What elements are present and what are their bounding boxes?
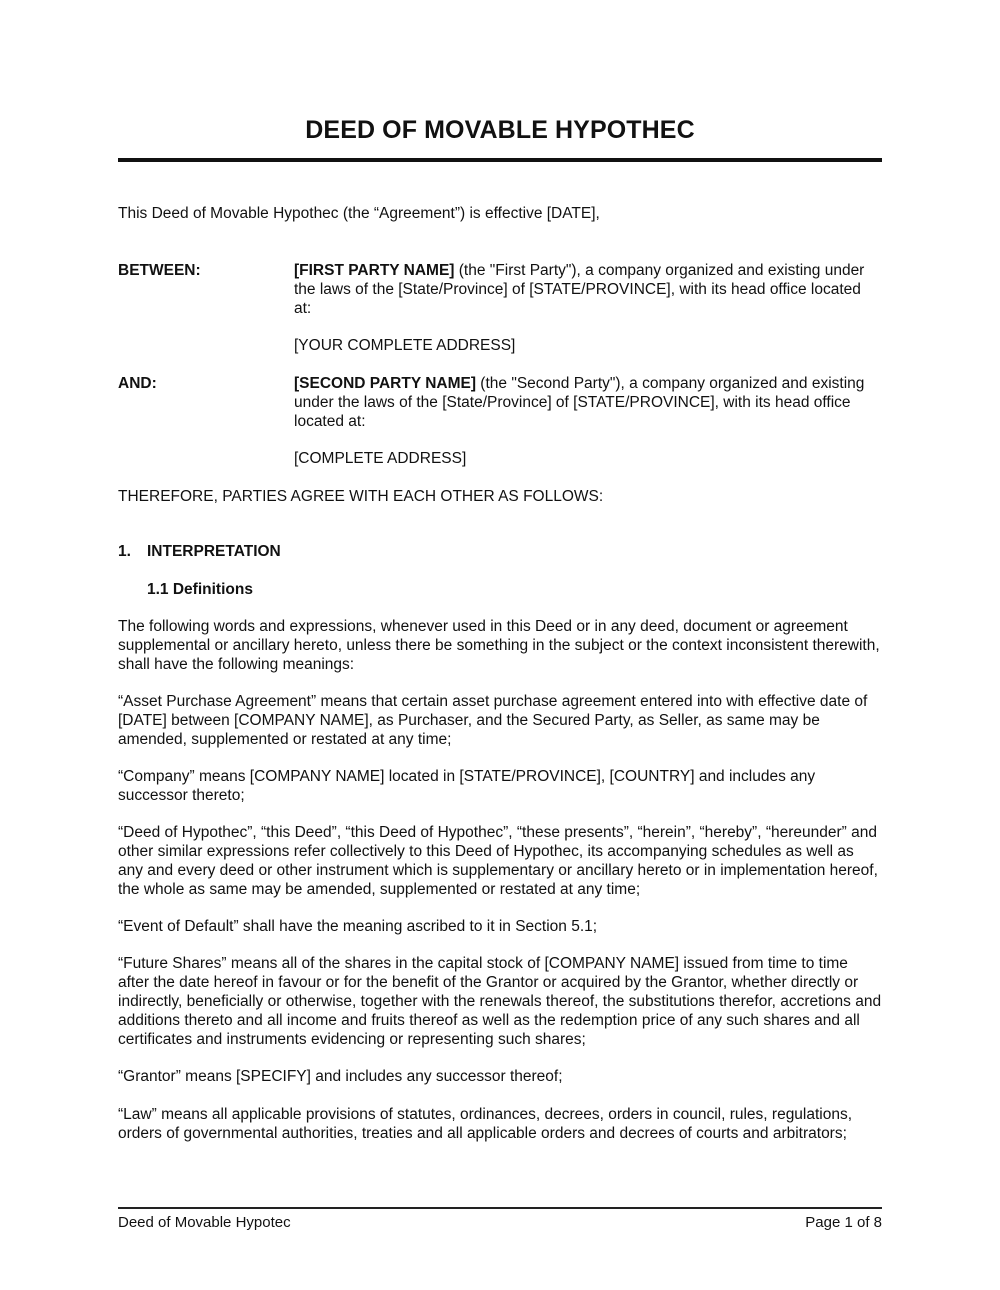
intro-paragraph: This Deed of Movable Hypothec (the “Agreement”) is effective [DATE], <box>118 205 600 222</box>
definition-asset-purchase-agreement: “Asset Purchase Agreement” means that certain asset purchase agreement entered into with effective date of [DATE] between [COMPANY NAME], as Purchaser, and the Secured Party, as Seller, as same may be amended, supplemented or restated at any time; <box>118 693 868 748</box>
party-label-and: AND: <box>118 375 157 392</box>
section-title: INTERPRETATION <box>147 543 281 560</box>
footer-document-name: Deed of Movable Hypotec <box>118 1214 291 1231</box>
footer-divider <box>118 1207 882 1209</box>
section-number: 1. <box>118 543 131 560</box>
footer-page-number: Page 1 of 8 <box>805 1214 882 1231</box>
first-party-description: [FIRST PARTY NAME] (the "First Party"), a company organized and existing under the laws of the [State/Province] of [STATE/PROVINCE], with its head office located at: <box>294 262 865 317</box>
definition-law: “Law” means all applicable provisions of statutes, ordinances, decrees, orders in council, rules, regulations, orders of governmental authorities, treaties and all applicable orders and decrees of courts and arbitrators; <box>118 1106 853 1142</box>
document-title: DEED OF MOVABLE HYPOTHEC <box>305 116 695 144</box>
definitions-intro: The following words and expressions, whenever used in this Deed or in any deed, document or agreement supplemental or ancillary hereto, unless there be something in the subject or the context inconsistent therewith, shall have the following meanings: <box>118 618 880 673</box>
party-label-between: BETWEEN: <box>118 262 201 279</box>
section-heading <box>118 542 281 561</box>
first-party-address: [YOUR COMPLETE ADDRESS] <box>294 337 516 354</box>
title-divider <box>118 158 882 162</box>
second-party-description: [SECOND PARTY NAME] (the "Second Party"), a company organized and existing under the laws of the [State/Province] of [STATE/PROVINCE], with its head office located at: <box>294 375 865 430</box>
definition-event-of-default: “Event of Default” shall have the meaning ascribed to it in Section 5.1; <box>118 918 598 935</box>
definition-future-shares: “Future Shares” means all of the shares in the capital stock of [COMPANY NAME] issued from time to time after the date hereof in favour or for the benefit of the Grantor or acquired by the Grantor, whether directly or indirectly, beneficially or otherwise, together with the renewals thereof, the substitutions therefor, accretions and additions thereto and all income and fruits thereof as well as the redemption price of any such shares and all certificates and instruments evidencing or representing such shares; <box>118 955 882 1048</box>
definition-deed-of-hypothec: “Deed of Hypothec”, “this Deed”, “this Deed of Hypothec”, “these presents”, “herein”, “hereby”, “hereunder” and other similar expressions refer collectively to this Deed of Hypothec, its accompanying schedules as well as any and every deed or other instrument which is supplementary or ancillary hereto or in implementation hereof, the whole as same may be amended, supplemented or restated at any time; <box>118 824 878 898</box>
first-party-name: [FIRST PARTY NAME] <box>294 262 455 279</box>
subsection-heading: 1.1 Definitions <box>147 581 253 598</box>
second-party-address: [COMPLETE ADDRESS] <box>294 450 467 467</box>
second-party-name: [SECOND PARTY NAME] <box>294 375 476 392</box>
definition-grantor: “Grantor” means [SPECIFY] and includes any successor thereof; <box>118 1068 563 1085</box>
therefore-clause: THEREFORE, PARTIES AGREE WITH EACH OTHER AS FOLLOWS: <box>118 488 604 505</box>
definition-company: “Company” means [COMPANY NAME] located in [STATE/PROVINCE], [COUNTRY] and includes any successor thereto; <box>118 768 816 804</box>
